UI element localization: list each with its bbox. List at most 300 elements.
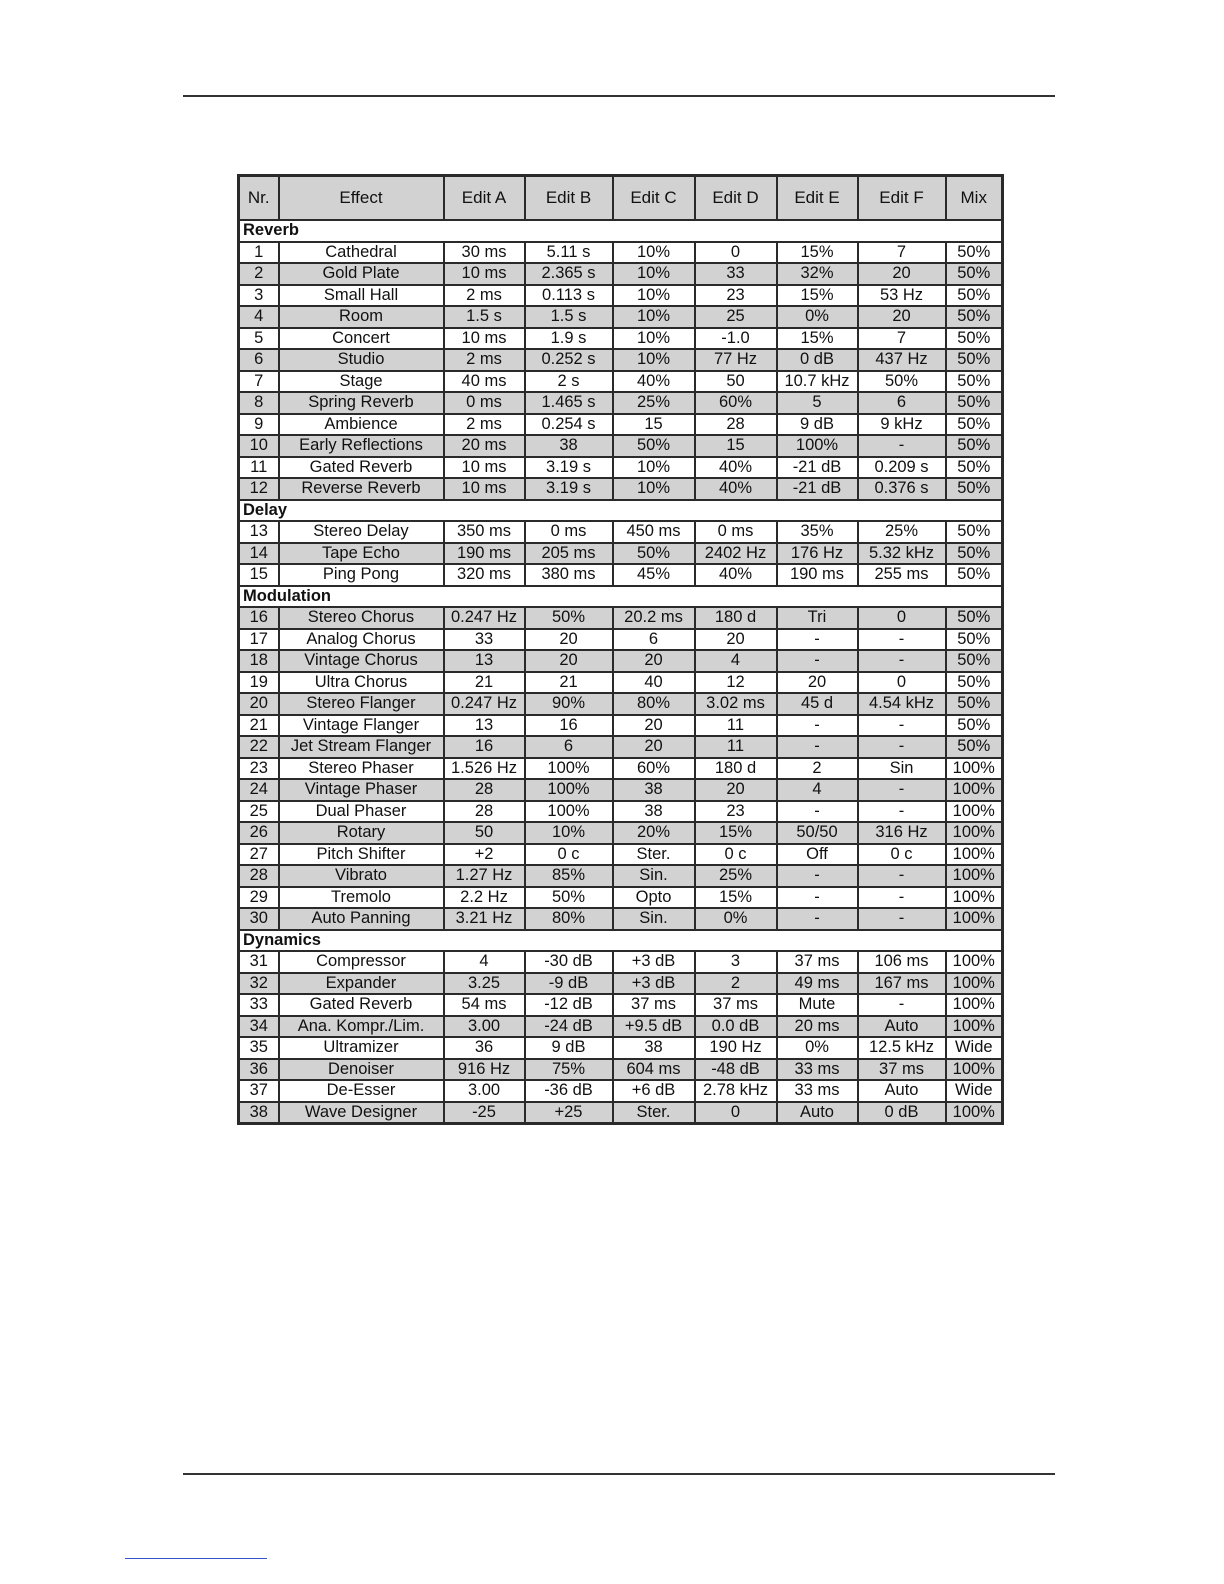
cell-edit-f: - — [858, 715, 946, 737]
cell-edit-e: 20 — [777, 672, 858, 694]
cell-edit-b: -9 dB — [525, 973, 613, 995]
cell-mix: 50% — [946, 715, 1003, 737]
cell-edit-a: 40 ms — [444, 371, 525, 393]
cell-edit-b: 20 — [525, 629, 613, 651]
table-row — [239, 650, 1003, 672]
cell-edit-c: +6 dB — [613, 1080, 695, 1102]
cell-nr: 16 — [239, 607, 279, 629]
cell-effect: Stereo Chorus — [279, 607, 444, 629]
cell-edit-c: 10% — [613, 328, 695, 350]
cell-edit-e: 49 ms — [777, 973, 858, 995]
cell-edit-c: 60% — [613, 758, 695, 780]
cell-edit-f: - — [858, 801, 946, 823]
cell-mix: 50% — [946, 263, 1003, 285]
cell-nr: 7 — [239, 371, 279, 393]
cell-edit-f: 20 — [858, 263, 946, 285]
cell-nr: 25 — [239, 801, 279, 823]
cell-edit-c: 10% — [613, 457, 695, 479]
cell-edit-b: 1.465 s — [525, 392, 613, 414]
cell-edit-a: 2.2 Hz — [444, 887, 525, 909]
cell-mix: 50% — [946, 629, 1003, 651]
cell-mix: 100% — [946, 844, 1003, 866]
cell-edit-c: +3 dB — [613, 973, 695, 995]
cell-edit-c: 40% — [613, 371, 695, 393]
cell-effect: Expander — [279, 973, 444, 995]
cell-edit-d: 28 — [695, 414, 777, 436]
cell-edit-c: 38 — [613, 779, 695, 801]
cell-edit-e: 4 — [777, 779, 858, 801]
table-row — [239, 1059, 1003, 1081]
cell-nr: 6 — [239, 349, 279, 371]
cell-nr: 4 — [239, 306, 279, 328]
table-row — [239, 564, 1003, 586]
cell-edit-f: 9 kHz — [858, 414, 946, 436]
cell-effect: Rotary — [279, 822, 444, 844]
cell-nr: 12 — [239, 478, 279, 500]
section-title: Reverb — [239, 220, 1003, 242]
cell-edit-a: 28 — [444, 801, 525, 823]
header-nr: Nr. — [239, 176, 279, 221]
cell-edit-b: -24 dB — [525, 1016, 613, 1038]
table-row — [239, 801, 1003, 823]
cell-mix: 50% — [946, 414, 1003, 436]
section-title: Dynamics — [239, 930, 1003, 952]
cell-effect: Early Reflections — [279, 435, 444, 457]
cell-mix: 50% — [946, 693, 1003, 715]
cell-mix: 100% — [946, 994, 1003, 1016]
cell-mix: 50% — [946, 650, 1003, 672]
cell-edit-e: 15% — [777, 242, 858, 264]
cell-mix: 50% — [946, 392, 1003, 414]
table-row — [239, 263, 1003, 285]
section-row — [239, 586, 1003, 608]
cell-nr: 29 — [239, 887, 279, 909]
header-edit-b: Edit B — [525, 176, 613, 221]
cell-edit-b: 380 ms — [525, 564, 613, 586]
effects-preset-table — [237, 174, 1004, 1125]
cell-edit-e: Tri — [777, 607, 858, 629]
cell-edit-e: 5 — [777, 392, 858, 414]
cell-edit-f: 7 — [858, 242, 946, 264]
cell-edit-f: Auto — [858, 1080, 946, 1102]
table-row — [239, 607, 1003, 629]
cell-mix: 50% — [946, 543, 1003, 565]
cell-edit-c: 20 — [613, 650, 695, 672]
table-row — [239, 306, 1003, 328]
table-row — [239, 1016, 1003, 1038]
cell-edit-f: 5.32 kHz — [858, 543, 946, 565]
cell-effect: Vintage Chorus — [279, 650, 444, 672]
table-row — [239, 478, 1003, 500]
cell-mix: 50% — [946, 306, 1003, 328]
cell-edit-b: 90% — [525, 693, 613, 715]
cell-edit-d: 0% — [695, 908, 777, 930]
cell-edit-d: 40% — [695, 564, 777, 586]
cell-edit-c: 450 ms — [613, 521, 695, 543]
cell-nr: 21 — [239, 715, 279, 737]
cell-edit-d: 50 — [695, 371, 777, 393]
cell-effect: Denoiser — [279, 1059, 444, 1081]
cell-effect: Stereo Delay — [279, 521, 444, 543]
table-row — [239, 242, 1003, 264]
cell-edit-f: - — [858, 779, 946, 801]
cell-edit-b: 5.11 s — [525, 242, 613, 264]
cell-edit-c: 20 — [613, 715, 695, 737]
cell-edit-a: 320 ms — [444, 564, 525, 586]
cell-edit-b: -30 dB — [525, 951, 613, 973]
cell-edit-d: 180 d — [695, 607, 777, 629]
cell-edit-b: 21 — [525, 672, 613, 694]
cell-edit-b: 0.113 s — [525, 285, 613, 307]
table-row — [239, 629, 1003, 651]
cell-effect: Pitch Shifter — [279, 844, 444, 866]
cell-effect: Compressor — [279, 951, 444, 973]
cell-edit-d: 2.78 kHz — [695, 1080, 777, 1102]
cell-edit-c: 15 — [613, 414, 695, 436]
cell-edit-a: 4 — [444, 951, 525, 973]
cell-edit-c: +3 dB — [613, 951, 695, 973]
cell-edit-d: 25% — [695, 865, 777, 887]
cell-effect: Tape Echo — [279, 543, 444, 565]
cell-edit-d: 2 — [695, 973, 777, 995]
cell-edit-a: -25 — [444, 1102, 525, 1124]
cell-edit-a: +2 — [444, 844, 525, 866]
cell-edit-c: 40 — [613, 672, 695, 694]
cell-edit-d: 12 — [695, 672, 777, 694]
cell-edit-b: 80% — [525, 908, 613, 930]
cell-edit-b: 3.19 s — [525, 478, 613, 500]
cell-edit-e: 33 ms — [777, 1059, 858, 1081]
cell-mix: 100% — [946, 951, 1003, 973]
cell-edit-e: 15% — [777, 285, 858, 307]
cell-edit-e: -21 dB — [777, 457, 858, 479]
cell-edit-f: 7 — [858, 328, 946, 350]
cell-effect: Gated Reverb — [279, 457, 444, 479]
table-row — [239, 392, 1003, 414]
cell-edit-e: - — [777, 736, 858, 758]
cell-edit-f: 106 ms — [858, 951, 946, 973]
cell-effect: Ultramizer — [279, 1037, 444, 1059]
cell-nr: 24 — [239, 779, 279, 801]
cell-edit-c: 10% — [613, 263, 695, 285]
table-row — [239, 951, 1003, 973]
cell-edit-e: 45 d — [777, 693, 858, 715]
cell-edit-e: 176 Hz — [777, 543, 858, 565]
cell-edit-f: 0.376 s — [858, 478, 946, 500]
cell-nr: 18 — [239, 650, 279, 672]
table-row — [239, 414, 1003, 436]
cell-mix: 100% — [946, 1102, 1003, 1124]
cell-edit-b: 100% — [525, 801, 613, 823]
cell-nr: 23 — [239, 758, 279, 780]
cell-edit-e: 37 ms — [777, 951, 858, 973]
cell-effect: Stereo Phaser — [279, 758, 444, 780]
table-row — [239, 371, 1003, 393]
footer-rule — [183, 1473, 1055, 1475]
cell-edit-e: - — [777, 715, 858, 737]
cell-edit-f: 316 Hz — [858, 822, 946, 844]
cell-effect: Small Hall — [279, 285, 444, 307]
cell-effect: Spring Reverb — [279, 392, 444, 414]
cell-nr: 30 — [239, 908, 279, 930]
header-edit-c: Edit C — [613, 176, 695, 221]
cell-effect: Gated Reverb — [279, 994, 444, 1016]
cell-mix: 50% — [946, 521, 1003, 543]
cell-edit-d: -48 dB — [695, 1059, 777, 1081]
table-row — [239, 715, 1003, 737]
cell-nr: 1 — [239, 242, 279, 264]
cell-mix: 50% — [946, 457, 1003, 479]
cell-effect: Vintage Phaser — [279, 779, 444, 801]
cell-edit-a: 1.5 s — [444, 306, 525, 328]
cell-effect: Analog Chorus — [279, 629, 444, 651]
cell-edit-c: Sin. — [613, 908, 695, 930]
cell-nr: 11 — [239, 457, 279, 479]
header-mix: Mix — [946, 176, 1003, 221]
cell-effect: Auto Panning — [279, 908, 444, 930]
cell-edit-a: 33 — [444, 629, 525, 651]
cell-mix: 50% — [946, 736, 1003, 758]
cell-edit-b: 20 — [525, 650, 613, 672]
cell-edit-f: 0 — [858, 607, 946, 629]
section-row — [239, 930, 1003, 952]
cell-mix: 100% — [946, 779, 1003, 801]
cell-edit-f: - — [858, 887, 946, 909]
cell-edit-d: 3 — [695, 951, 777, 973]
cell-edit-d: 25 — [695, 306, 777, 328]
cell-edit-b: 205 ms — [525, 543, 613, 565]
cell-edit-d: 23 — [695, 801, 777, 823]
cell-effect: Ana. Kompr./Lim. — [279, 1016, 444, 1038]
cell-edit-a: 54 ms — [444, 994, 525, 1016]
cell-edit-e: 15% — [777, 328, 858, 350]
cell-edit-c: Ster. — [613, 1102, 695, 1124]
cell-edit-e: 50/50 — [777, 822, 858, 844]
cell-edit-a: 13 — [444, 715, 525, 737]
cell-edit-e: Mute — [777, 994, 858, 1016]
cell-effect: Ultra Chorus — [279, 672, 444, 694]
table-row — [239, 1080, 1003, 1102]
cell-nr: 2 — [239, 263, 279, 285]
header-effect: Effect — [279, 176, 444, 221]
cell-mix: 100% — [946, 887, 1003, 909]
cell-edit-b: 38 — [525, 435, 613, 457]
cell-nr: 10 — [239, 435, 279, 457]
table-row — [239, 457, 1003, 479]
cell-edit-d: 0 c — [695, 844, 777, 866]
cell-edit-c: Opto — [613, 887, 695, 909]
cell-mix: 100% — [946, 973, 1003, 995]
cell-edit-a: 10 ms — [444, 478, 525, 500]
table-row — [239, 736, 1003, 758]
cell-effect: Gold Plate — [279, 263, 444, 285]
cell-effect: Dual Phaser — [279, 801, 444, 823]
cell-edit-f: 167 ms — [858, 973, 946, 995]
cell-nr: 3 — [239, 285, 279, 307]
cell-edit-e: - — [777, 629, 858, 651]
cell-edit-a: 190 ms — [444, 543, 525, 565]
header-edit-f: Edit F — [858, 176, 946, 221]
cell-nr: 5 — [239, 328, 279, 350]
table-row — [239, 1102, 1003, 1124]
cell-edit-f: - — [858, 865, 946, 887]
cell-nr: 22 — [239, 736, 279, 758]
cell-edit-c: 604 ms — [613, 1059, 695, 1081]
cell-edit-e: Auto — [777, 1102, 858, 1124]
cell-edit-f: Auto — [858, 1016, 946, 1038]
header-edit-e: Edit E — [777, 176, 858, 221]
cell-edit-b: 85% — [525, 865, 613, 887]
cell-edit-d: 60% — [695, 392, 777, 414]
cell-edit-f: - — [858, 908, 946, 930]
cell-edit-c: 6 — [613, 629, 695, 651]
cell-edit-a: 3.25 — [444, 973, 525, 995]
cell-edit-d: 0 ms — [695, 521, 777, 543]
cell-edit-d: 2402 Hz — [695, 543, 777, 565]
section-title: Modulation — [239, 586, 1003, 608]
cell-edit-d: 0.0 dB — [695, 1016, 777, 1038]
cell-edit-b: 1.5 s — [525, 306, 613, 328]
cell-edit-b: 9 dB — [525, 1037, 613, 1059]
cell-edit-a: 50 — [444, 822, 525, 844]
cell-edit-b: 2 s — [525, 371, 613, 393]
table-row — [239, 865, 1003, 887]
cell-edit-c: 38 — [613, 1037, 695, 1059]
cell-edit-f: - — [858, 435, 946, 457]
cell-edit-a: 2 ms — [444, 285, 525, 307]
cell-edit-c: 50% — [613, 435, 695, 457]
header-rule — [183, 95, 1055, 97]
cell-mix: 50% — [946, 478, 1003, 500]
cell-edit-c: 37 ms — [613, 994, 695, 1016]
cell-edit-c: 10% — [613, 285, 695, 307]
cell-edit-e: 35% — [777, 521, 858, 543]
table-row — [239, 779, 1003, 801]
cell-edit-c: 10% — [613, 306, 695, 328]
cell-nr: 26 — [239, 822, 279, 844]
cell-edit-a: 350 ms — [444, 521, 525, 543]
cell-edit-b: -12 dB — [525, 994, 613, 1016]
cell-edit-b: 75% — [525, 1059, 613, 1081]
cell-edit-b: 100% — [525, 758, 613, 780]
cell-nr: 28 — [239, 865, 279, 887]
cell-edit-f: - — [858, 629, 946, 651]
cell-edit-b: 1.9 s — [525, 328, 613, 350]
cell-edit-c: 20.2 ms — [613, 607, 695, 629]
cell-edit-b: 0.254 s — [525, 414, 613, 436]
cell-edit-b: 0 c — [525, 844, 613, 866]
cell-edit-d: 33 — [695, 263, 777, 285]
cell-effect: Room — [279, 306, 444, 328]
section-row — [239, 500, 1003, 522]
cell-edit-e: - — [777, 650, 858, 672]
cell-edit-d: 23 — [695, 285, 777, 307]
cell-edit-a: 916 Hz — [444, 1059, 525, 1081]
cell-edit-c: 10% — [613, 349, 695, 371]
cell-edit-a: 2 ms — [444, 349, 525, 371]
section-title: Delay — [239, 500, 1003, 522]
cell-edit-a: 10 ms — [444, 263, 525, 285]
table-row — [239, 887, 1003, 909]
cell-edit-b: 0.252 s — [525, 349, 613, 371]
cell-edit-d: 20 — [695, 629, 777, 651]
cell-edit-d: 190 Hz — [695, 1037, 777, 1059]
cell-nr: 19 — [239, 672, 279, 694]
cell-edit-f: 53 Hz — [858, 285, 946, 307]
cell-edit-d: 40% — [695, 478, 777, 500]
cell-nr: 9 — [239, 414, 279, 436]
cell-edit-a: 13 — [444, 650, 525, 672]
table-row — [239, 994, 1003, 1016]
cell-edit-d: 4 — [695, 650, 777, 672]
cell-edit-c: Ster. — [613, 844, 695, 866]
cell-edit-f: 4.54 kHz — [858, 693, 946, 715]
cell-edit-a: 28 — [444, 779, 525, 801]
cell-effect: Stage — [279, 371, 444, 393]
cell-nr: 35 — [239, 1037, 279, 1059]
cell-nr: 15 — [239, 564, 279, 586]
cell-mix: 100% — [946, 801, 1003, 823]
cell-mix: 50% — [946, 607, 1003, 629]
cell-edit-a: 0.247 Hz — [444, 607, 525, 629]
cell-edit-a: 10 ms — [444, 457, 525, 479]
cell-effect: Wave Designer — [279, 1102, 444, 1124]
cell-edit-f: 50% — [858, 371, 946, 393]
cell-edit-d: 11 — [695, 736, 777, 758]
table-row — [239, 908, 1003, 930]
cell-edit-f: 0 dB — [858, 1102, 946, 1124]
cell-nr: 8 — [239, 392, 279, 414]
cell-edit-e: 0% — [777, 1037, 858, 1059]
cell-effect: Studio — [279, 349, 444, 371]
cell-mix: 100% — [946, 1016, 1003, 1038]
cell-nr: 17 — [239, 629, 279, 651]
table-row — [239, 349, 1003, 371]
cell-edit-d: 77 Hz — [695, 349, 777, 371]
cell-edit-e: - — [777, 908, 858, 930]
cell-edit-a: 10 ms — [444, 328, 525, 350]
cell-edit-f: - — [858, 736, 946, 758]
cell-effect: Concert — [279, 328, 444, 350]
cell-edit-a: 30 ms — [444, 242, 525, 264]
table-row — [239, 672, 1003, 694]
cell-edit-a: 3.21 Hz — [444, 908, 525, 930]
cell-mix: 100% — [946, 908, 1003, 930]
cell-edit-c: 45% — [613, 564, 695, 586]
cell-mix: 50% — [946, 672, 1003, 694]
cell-edit-c: 20% — [613, 822, 695, 844]
table-row — [239, 543, 1003, 565]
cell-edit-a: 1.526 Hz — [444, 758, 525, 780]
cell-mix: 50% — [946, 371, 1003, 393]
cell-edit-e: 20 ms — [777, 1016, 858, 1038]
cell-edit-b: +25 — [525, 1102, 613, 1124]
cell-edit-e: 100% — [777, 435, 858, 457]
section-row — [239, 220, 1003, 242]
cell-edit-f: 20 — [858, 306, 946, 328]
cell-effect: Tremolo — [279, 887, 444, 909]
table-row — [239, 521, 1003, 543]
cell-edit-f: 0 c — [858, 844, 946, 866]
cell-edit-a: 0 ms — [444, 392, 525, 414]
cell-edit-e: -21 dB — [777, 478, 858, 500]
cell-effect: Cathedral — [279, 242, 444, 264]
cell-edit-c: 50% — [613, 543, 695, 565]
cell-mix: Wide — [946, 1080, 1003, 1102]
cell-mix: 100% — [946, 758, 1003, 780]
cell-edit-d: 15 — [695, 435, 777, 457]
cell-edit-e: 10.7 kHz — [777, 371, 858, 393]
